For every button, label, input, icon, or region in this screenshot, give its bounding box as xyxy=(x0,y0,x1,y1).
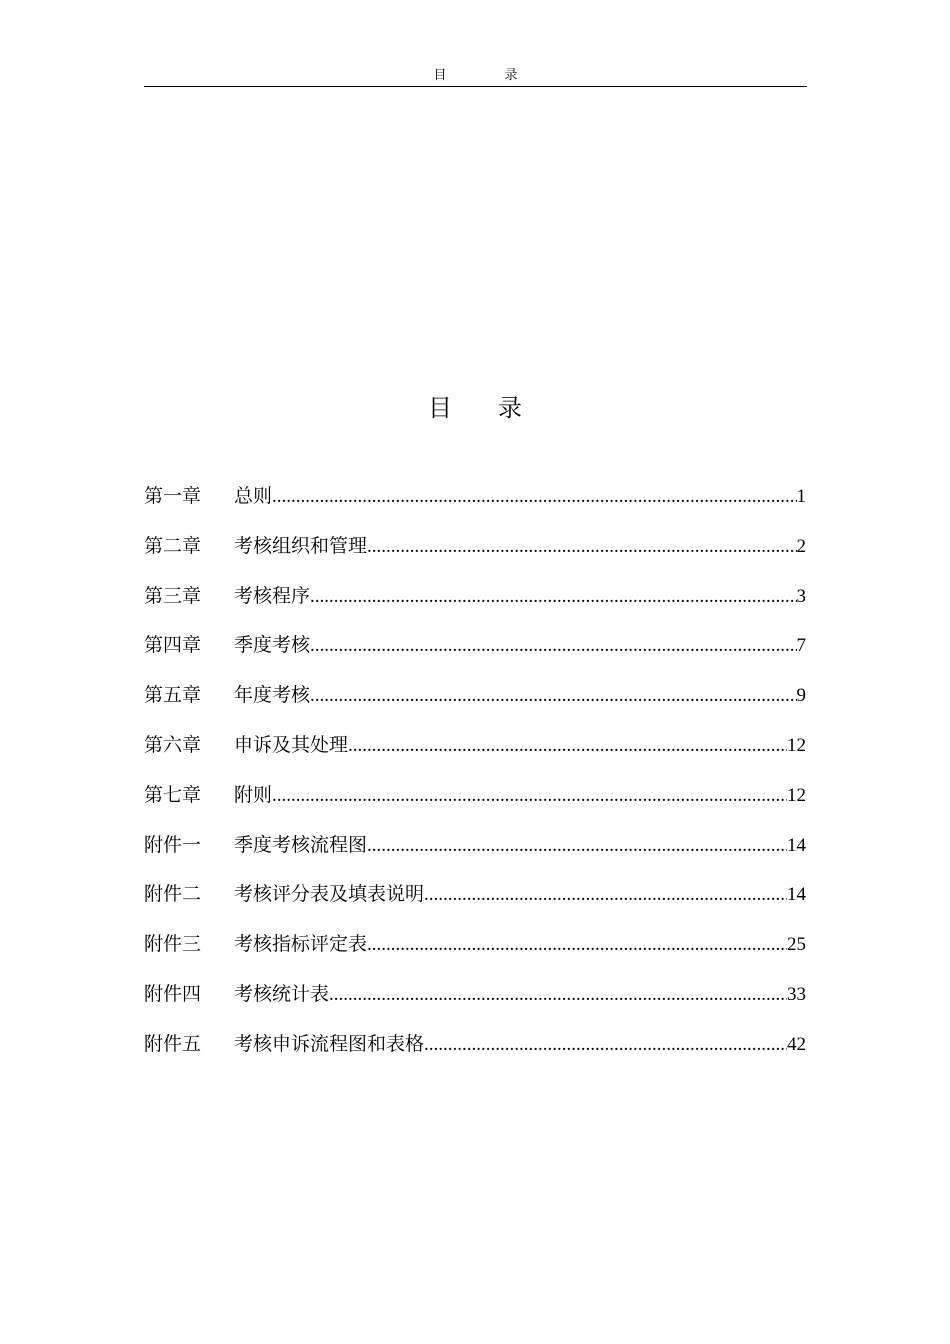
toc-heading: 附则 xyxy=(234,783,273,806)
toc-page-number: 12 xyxy=(787,784,806,806)
toc-dot-leader xyxy=(367,920,787,970)
toc-page-number: 25 xyxy=(787,934,806,956)
toc-title: 目录 xyxy=(428,394,568,422)
toc-dot-leader xyxy=(424,870,787,920)
toc-chapter-number: 附件一 xyxy=(144,833,202,856)
toc-dot-leader xyxy=(310,621,796,671)
toc-entry[interactable] xyxy=(144,571,806,621)
toc-dot-leader xyxy=(310,572,796,622)
toc-dot-leader xyxy=(310,671,796,721)
toc-chapter-number: 第六章 xyxy=(144,733,202,756)
toc-entry[interactable] xyxy=(144,820,806,870)
toc-page-number: 1 xyxy=(796,486,806,507)
toc-entry[interactable] xyxy=(144,869,806,919)
running-header: 目录 xyxy=(144,66,807,87)
toc-chapter-number: 第二章 xyxy=(144,534,202,557)
toc-chapter-number: 附件二 xyxy=(144,883,202,906)
toc-dot-leader xyxy=(272,472,796,522)
toc-dot-leader xyxy=(272,771,787,821)
toc-dot-leader xyxy=(348,721,787,771)
toc-heading: 考核评分表及填表说明 xyxy=(234,883,425,906)
toc-page-number: 42 xyxy=(787,1033,806,1055)
toc-chapter-number: 第四章 xyxy=(144,634,202,657)
toc-heading: 考核指标评定表 xyxy=(234,933,368,956)
toc-page-number: 12 xyxy=(787,734,806,756)
toc-heading: 考核组织和管理 xyxy=(234,534,368,557)
toc-chapter-number: 附件四 xyxy=(144,982,202,1005)
toc-entry[interactable] xyxy=(144,1019,806,1069)
toc-page-number: 2 xyxy=(796,535,806,557)
toc-heading: 申诉及其处理 xyxy=(234,733,349,756)
toc-heading: 考核程序 xyxy=(234,584,311,607)
toc-page-number: 3 xyxy=(796,585,806,607)
toc-list xyxy=(144,471,806,1069)
toc-page-number: 14 xyxy=(787,884,806,906)
toc-chapter-number: 附件三 xyxy=(144,933,202,956)
toc-chapter-number: 第三章 xyxy=(144,584,202,607)
toc-chapter-number: 第五章 xyxy=(144,684,202,707)
toc-chapter-number: 第七章 xyxy=(144,783,202,806)
toc-entry[interactable] xyxy=(144,471,806,521)
toc-entry[interactable] xyxy=(144,720,806,770)
toc-entry[interactable] xyxy=(144,521,806,571)
toc-entry[interactable] xyxy=(144,969,806,1019)
toc-heading: 总则 xyxy=(234,485,273,507)
toc-entry[interactable] xyxy=(144,620,806,670)
toc-heading: 季度考核流程图 xyxy=(234,833,368,856)
toc-entry[interactable] xyxy=(144,919,806,969)
toc-entry[interactable] xyxy=(144,770,806,820)
toc-page-number: 14 xyxy=(787,834,806,856)
toc-dot-leader xyxy=(367,522,796,572)
toc-dot-leader xyxy=(367,821,787,871)
toc-page-number: 33 xyxy=(787,983,806,1005)
toc-heading: 年度考核 xyxy=(234,684,311,707)
toc-entry[interactable] xyxy=(144,670,806,720)
toc-heading: 季度考核 xyxy=(234,634,311,657)
toc-chapter-number: 第一章 xyxy=(144,485,202,507)
toc-chapter-number: 附件五 xyxy=(144,1032,202,1055)
toc-heading: 考核申诉流程图和表格 xyxy=(234,1032,425,1055)
toc-dot-leader xyxy=(424,1020,787,1070)
toc-page-number: 7 xyxy=(796,635,806,657)
toc-dot-leader xyxy=(329,970,787,1020)
toc-heading: 考核统计表 xyxy=(234,982,330,1005)
toc-page-number: 9 xyxy=(796,685,806,707)
